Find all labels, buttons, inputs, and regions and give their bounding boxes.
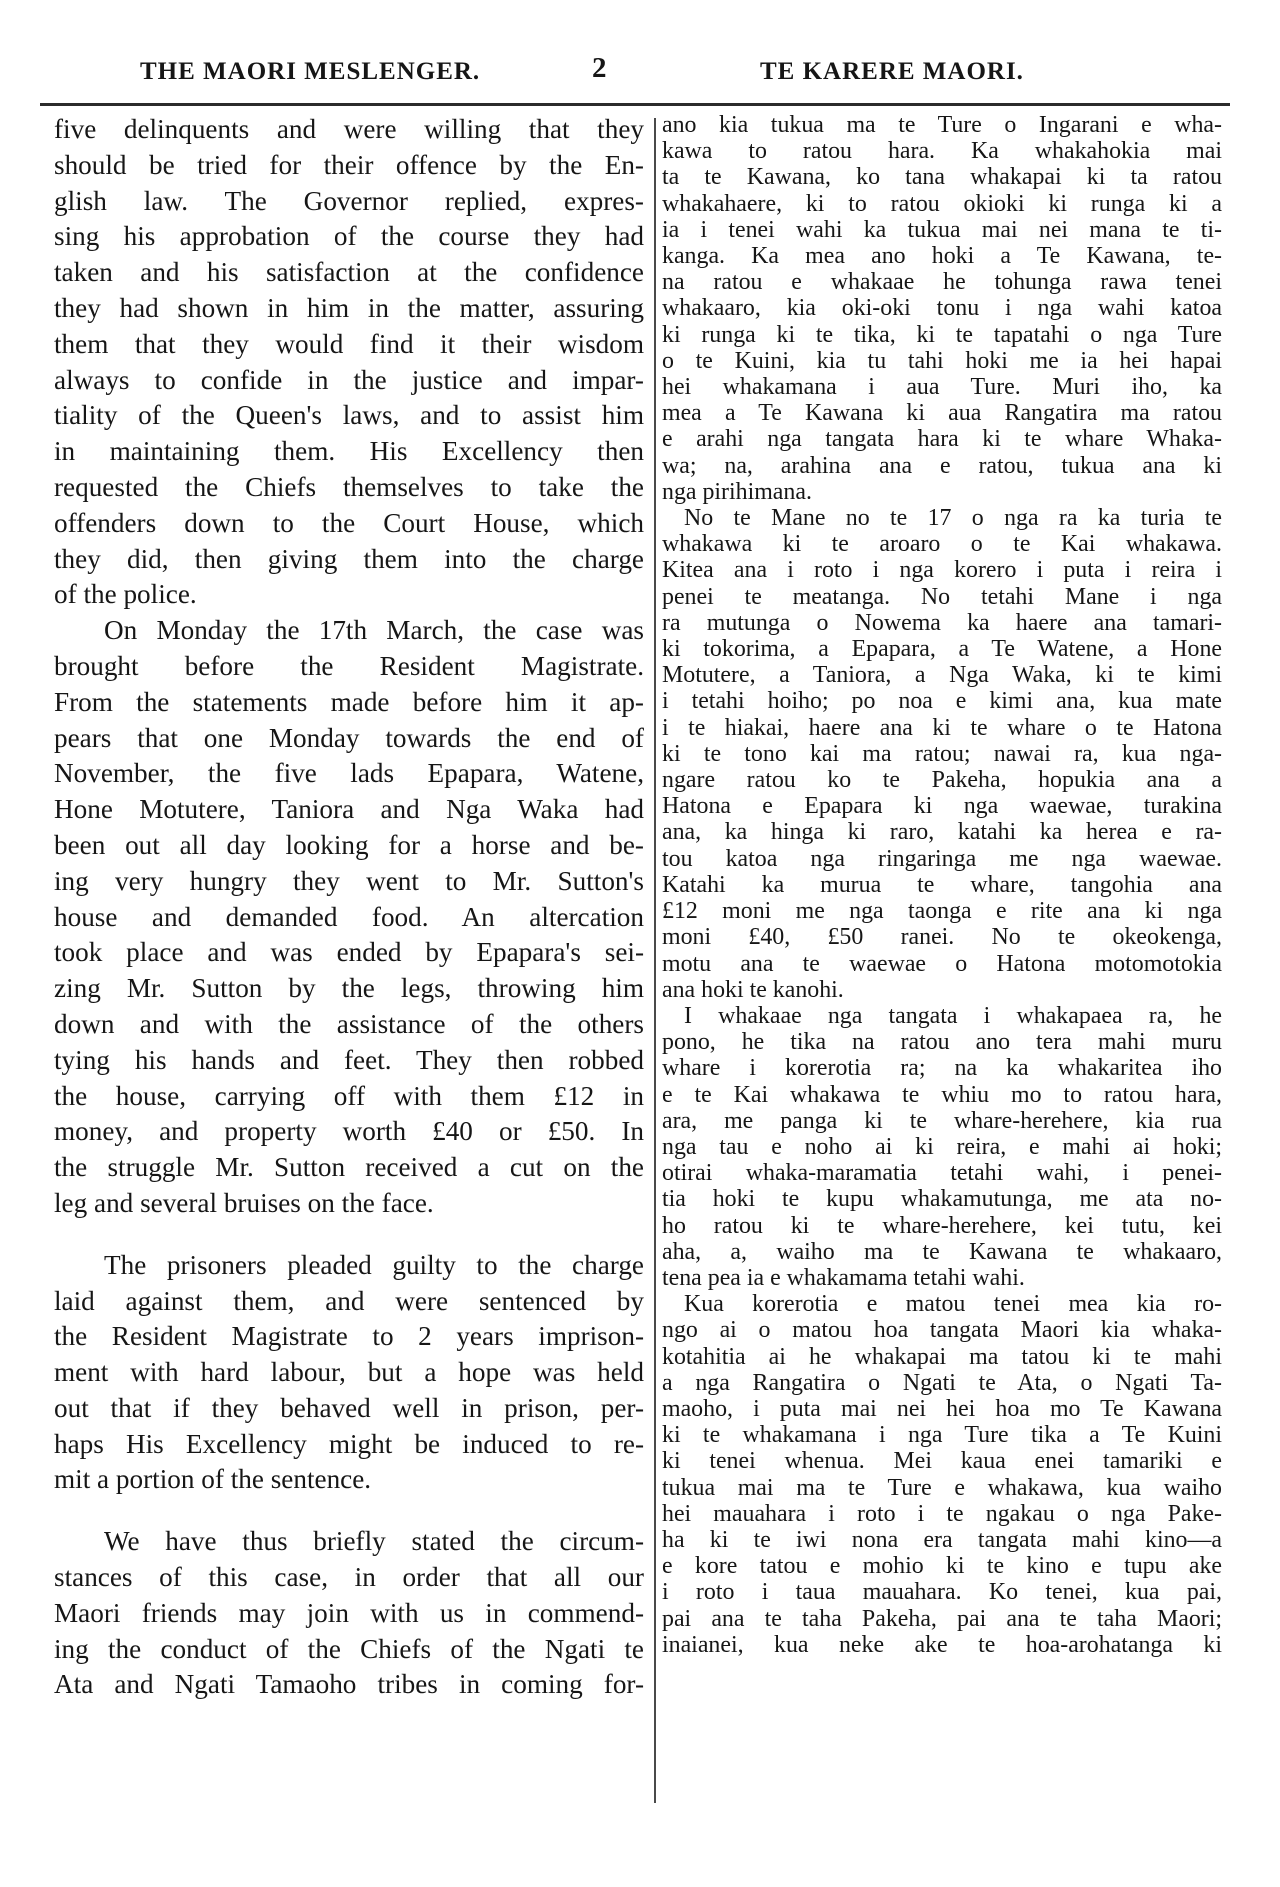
text-line: they did, then giving them into the charge [54,543,644,574]
text-line: ing very hungry they went to Mr. Sutton's [54,865,644,896]
text-line: ki runga ki te tika, ki te tapatahi o nga Ture [662,321,1222,348]
text-line: tying his hands and feet. They then robbed [54,1044,644,1075]
text-line: whakahaere, ki to ratou okioki ki runga ki a [662,190,1222,217]
text-line: hei whakamana i aua Ture. Muri iho, ka [662,374,1222,401]
text-line: moni £40, £50 ranei. No te okeokenga, [662,924,1222,951]
text-line: house and demanded food. An altercation [54,901,644,932]
text-line: always to confide in the justice and impar- [54,364,644,395]
text-line: the house, carrying off with them £12 in [54,1080,644,1111]
text-line: na ratou e whakaae he tohunga rawa tenei [662,269,1222,296]
text-line: Ata and Ngati Tamaoho tribes in coming for- [54,1669,644,1700]
text-line: leg and several bruises on the face. [54,1187,434,1218]
text-line: glish law. The Governor replied, expres- [54,185,644,216]
text-line: tia hoki te kupu whakamutunga, me ata no- [662,1186,1222,1213]
text-line: ana, ka hinga ki raro, katahi ka herea e ra- [662,819,1222,846]
text-line: whare i korerotia ra; na ka whakaritea iho [662,1055,1222,1082]
column-divider [654,118,656,1803]
text-line: ha ki te iwi nona era tangata mahi kino—a [662,1526,1222,1553]
text-line: ano kia tukua ma te Ture o Ingarani e wha- [662,112,1222,138]
text-line: ki te tono kai ma ratou; nawai ra, kua nga- [662,740,1222,767]
text-line: been out all day looking for a horse and be- [54,829,644,860]
text-line: £12 moni me nga taonga e rite ana ki nga [662,898,1222,925]
maori-masthead: TE KARERE MAORI. [760,58,1024,85]
english-paragraph-4 [54,1524,644,1703]
text-line: sing his approbation of the course they had [54,221,644,252]
text-line: ment with hard labour, but a hope was held [54,1357,644,1388]
english-paragraph-3 [54,1248,644,1499]
text-line: Katahi ka murua te whare, tangohia ana [662,871,1222,898]
text-line: We have thus briefly stated the circum- [104,1526,644,1557]
text-line: tukua mai ma te Ture e whakawa, kua waiho [662,1474,1222,1501]
text-line: otirai whaka-maramatia tetahi wahi, i penei- [662,1160,1222,1187]
text-line: motu ana te waewae o Hatona motomotokia [662,950,1222,977]
text-line: ia i tenei wahi ka tukua mai nei mana te ti- [662,216,1222,243]
text-line: stances of this case, in order that all our [54,1562,644,1593]
text-line: out that if they behaved well in prison, per- [54,1392,644,1423]
text-line: Maori friends may join with us in commend- [54,1597,644,1628]
text-line: November, the five lads Epapara, Watene, [54,758,644,789]
text-line: e kore tatou e mohio ki te kino e tupu ake [662,1553,1222,1580]
text-line: nga tau e noho ai ki reira, e mahi ai hoki; [662,1133,1222,1160]
text-line: laid against them, and were sentenced by [54,1285,644,1316]
maori-column [662,112,1222,1658]
text-line: ngare ratou ko te Pakeha, hopukia ana a [662,767,1222,794]
text-line: ana hoki te kanohi. [662,976,844,1003]
text-line: ara, me panga ki te whare-herehere, kia rua [662,1107,1222,1134]
text-line: ra mutunga o Nowema ka haere ana tamari- [662,609,1222,636]
maori-paragraph-4 [662,1291,1222,1658]
text-line: whakawa ki te aroaro o te Kai whakawa. [662,531,1222,558]
text-line: whakaaro, kia oki-oki tonu i nga wahi katoa [662,295,1222,322]
text-line: maoho, i puta mai nei hei hoa mo Te Kawana [662,1395,1222,1422]
text-line: haps His Excellency might be induced to re- [54,1428,644,1459]
text-line: mit a portion of the sentence. [54,1464,372,1495]
text-line: ta te Kawana, ko tana whakapai ki ta ratou [662,164,1222,191]
text-line: e arahi nga tangata hara ki te whare Whaka- [662,426,1222,453]
text-line: On Monday the 17th March, the case was [104,615,644,646]
text-line: hei mauahara i roto i te ngakau o nga Pake- [662,1500,1222,1527]
text-line: money, and property worth £40 or £50. In [54,1116,644,1147]
english-column [54,112,644,1703]
text-line: Hone Motutere, Taniora and Nga Waka had [54,794,644,825]
text-line: tena pea ia e whakamama tetahi wahi. [662,1264,1025,1291]
text-line: aha, a, waiho ma te Kawana te whakaaro, [662,1238,1222,1265]
text-line: The prisoners pleaded guilty to the charge [104,1249,644,1280]
text-line: ho ratou ki te whare-herehere, kei tutu, kei [662,1212,1222,1239]
text-line: ki te whakamana i nga Ture tika a Te Kuini [662,1422,1222,1449]
text-line: Kitea ana i roto i nga korero i puta i reira i [662,557,1222,584]
text-line: five delinquents and were willing that they [54,114,644,144]
english-paragraph-2 [54,613,644,1222]
text-line: penei te meatanga. No tetahi Mane i nga [662,583,1222,610]
page-header [120,50,1170,90]
maori-paragraph-2 [662,505,1222,1003]
text-line: From the statements made before him it ap- [54,686,644,717]
text-line: taken and his satisfaction at the confidence [54,257,644,288]
text-line: pears that one Monday towards the end of [54,722,644,753]
text-line: took place and was ended by Epapara's sei- [54,937,644,968]
text-line: should be tried for their offence by the En- [54,149,644,180]
text-line: wa; na, arahina ana e ratou, tukua ana ki [662,452,1222,479]
text-line: the Resident Magistrate to 2 years imprison- [54,1321,644,1352]
text-line: they had shown in him in the matter, assuring [54,292,644,323]
text-line: a nga Rangatira o Ngati te Ata, o Ngati Ta- [662,1369,1222,1396]
text-line: offenders down to the Court House, which [54,507,644,538]
text-line: pai ana te taha Pakeha, pai ana te taha Maori; [662,1605,1222,1632]
text-line: i roto i taua mauahara. Ko tenei, kua pai, [662,1579,1222,1606]
text-line: the struggle Mr. Sutton received a cut on the [54,1152,644,1183]
text-line: Kua korerotia e matou tenei mea kia ro- [684,1291,1222,1318]
text-line: mea a Te Kawana ki aua Rangatira ma ratou [662,400,1222,427]
text-line: tiality of the Queen's laws, and to assist him [54,400,644,431]
text-line: I whakaae nga tangata i whakapaea ra, he [684,1002,1222,1029]
text-line: Motutere, a Taniora, a Nga Waka, ki te kimi [662,662,1222,689]
text-line: Hatona e Epapara ki nga waewae, turakina [662,793,1222,820]
text-line: down and with the assistance of the others [54,1008,644,1039]
header-rule [40,103,1230,106]
text-line: zing Mr. Sutton by the legs, throwing him [54,973,644,1004]
text-line: ki tokorima, a Epapara, a Te Watene, a Hone [662,636,1222,663]
english-masthead: THE MAORI MESLENGER. [140,58,481,85]
text-line: kawa to ratou hara. Ka whakahokia mai [662,138,1222,165]
text-line: i tetahi hoiho; po noa e kimi ana, kua mate [662,688,1222,715]
text-line: ing the conduct of the Chiefs of the Ngati te [54,1633,644,1664]
text-line: pono, he tika na ratou ano tera mahi muru [662,1029,1222,1056]
text-line: inaianei, kua neke ake te hoa-arohatanga ki [662,1631,1222,1658]
maori-paragraph-3 [662,1003,1222,1291]
text-line: in maintaining them. His Excellency then [54,436,644,467]
text-line: requested the Chiefs themselves to take the [54,471,644,502]
maori-paragraph-1 [662,112,1222,505]
page-number: 2 [592,52,607,84]
text-line: o te Kuini, kia tu tahi hoki me ia hei hapai [662,347,1222,374]
text-line: ngo ai o matou hoa tangata Maori kia whaka- [662,1317,1222,1344]
text-line: tou katoa nga ringaringa me nga waewae. [662,845,1222,872]
text-line: e te Kai whakawa te whiu mo to ratou hara, [662,1081,1222,1108]
english-paragraph-1 [54,112,644,613]
text-line: kotahitia ai he whakapai ma tatou ki te mahi [662,1343,1222,1370]
text-line: brought before the Resident Magistrate. [54,650,644,681]
text-line: kanga. Ka mea ano hoki a Te Kawana, te- [662,243,1222,270]
text-line: No te Mane no te 17 o nga ra ka turia te [684,505,1222,532]
text-line: i te hiakai, haere ana ki te whare o te Hatona [662,714,1222,741]
text-line: ki tenei whenua. Mei kaua enei tamariki e [662,1448,1222,1475]
text-line: them that they would find it their wisdom [54,328,644,359]
text-line: nga pirihimana. [662,478,812,505]
text-line: of the police. [54,579,197,610]
